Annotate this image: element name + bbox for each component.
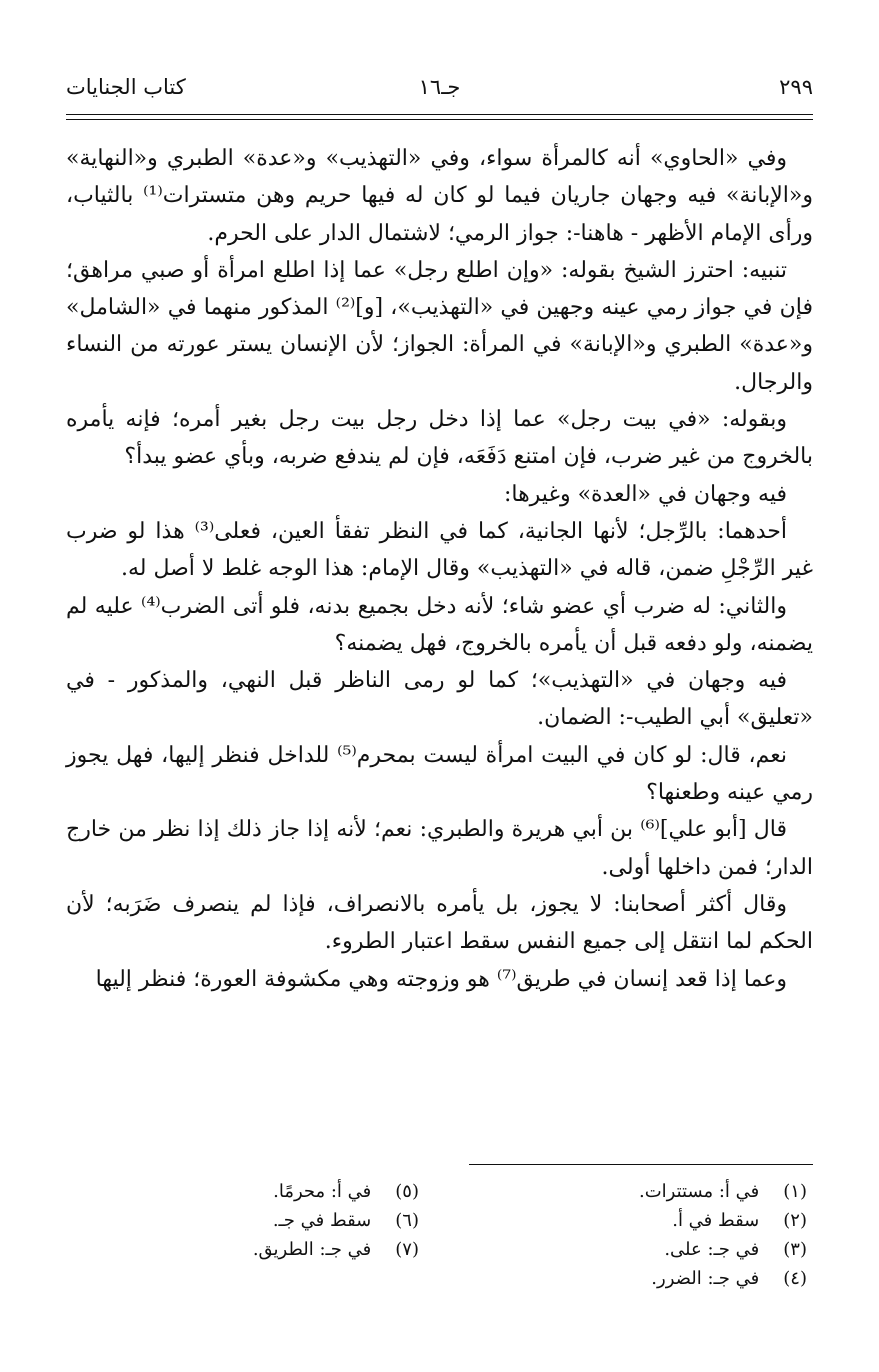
footnote-number: (٣): [783, 1239, 807, 1260]
main-text: [66, 140, 813, 998]
footnotes-column-right: [467, 1177, 807, 1293]
footnote-number: (٥): [395, 1181, 419, 1202]
footnote-text: في أ: محرمًا.: [273, 1181, 372, 1202]
paragraph: فيه وجهان في «العدة» وغيرها:: [503, 481, 787, 507]
footnote-number: (٦): [395, 1210, 419, 1231]
paragraph: قال [أبو علي]⁽⁶⁾ بن أبي هريرة والطبري: نعم؛ لأنه إذا جاز ذلك إذا نظر من خارج الدار؛ فمن داخلها أولى.: [66, 817, 813, 880]
footnote: [119, 1177, 419, 1206]
footnote-text: في جـ: على.: [664, 1239, 760, 1260]
footnote: [119, 1206, 419, 1235]
paragraph: فيه وجهان في «التهذيب»؛ كما لو رمى الناظر قبل النهي، والمذكور - في «تعليق» أبي الطيب-: الضمان.: [66, 668, 813, 731]
footnote: [467, 1206, 807, 1235]
footnote: [467, 1177, 807, 1206]
footnote-rule: [469, 1164, 813, 1165]
book-title: كتاب الجنايات: [66, 75, 186, 99]
paragraph: وعما إذا قعد إنسان في طريق⁽⁷⁾ هو وزوجته وهي مكشوفة العورة؛ فنظر إليها: [95, 966, 787, 992]
footnote-number: (٢): [783, 1210, 807, 1231]
footnote-text: سقط في جـ.: [272, 1210, 372, 1231]
paragraph: أحدهما: بالرِّجل؛ لأنها الجانية، كما في النظر تفقأ العين، فعلى⁽³⁾ هذا لو ضرب غير الرِّجْلِ ضمن، قاله في «التهذيب» وقال الإمام: هذا الوجه غلط لا أصل له.: [66, 518, 813, 582]
paragraph: تنبيه: احترز الشيخ بقوله: «وإن اطلع رجل» عما إذا اطلع امرأة أو صبي مراهق؛ فإن في جواز رمي عينه وجهين في «التهذيب»، [و]⁽²⁾ المذكور منهما في «الشامل» و«عدة» الطبري و«الإبانة» في المرأة: الجواز؛ لأن الإنسان يستر عورته من النساء والرجال.: [66, 257, 813, 395]
footnote: [467, 1264, 807, 1293]
footnote: [119, 1235, 419, 1264]
footnotes-column-left: [119, 1177, 419, 1264]
footnote-text: في أ: مستترات.: [638, 1181, 760, 1202]
volume-label: جـ١٦: [418, 75, 461, 99]
footnote-text: في جـ: الطريق.: [252, 1239, 372, 1260]
footnote-number: (١): [783, 1181, 807, 1202]
paragraph: وبقوله: «في بيت رجل» عما إذا دخل رجل بيت رجل بغير أمره؛ فإنه يأمره بالخروج من غير ضرب، فإن امتنع دَفَعَه، فإن لم يندفع ضربه، وبأي عضو يبدأ؟: [66, 407, 813, 470]
paragraph: والثاني: له ضرب أي عضو شاء؛ لأنه دخل بجميع بدنه، فلو أتى الضرب⁽⁴⁾ عليه لم يضمنه، ولو دفعه قبل أن يأمره بالخروج، فهل يضمنه؟: [66, 593, 813, 656]
footnote-number: (٧): [395, 1239, 419, 1260]
footnote-text: في جـ: الضرر.: [651, 1268, 760, 1289]
running-header: [66, 70, 813, 104]
header-rule-top: [66, 114, 813, 115]
footnote-number: (٤): [783, 1268, 807, 1289]
paragraph: نعم، قال: لو كان في البيت امرأة ليست بمحرم⁽⁵⁾ للداخل فنظر إليها، فهل يجوز رمي عينه وطعنها؟: [66, 742, 813, 806]
footnote-text: سقط في أ.: [672, 1210, 760, 1231]
page-number: ٢٩٩: [779, 75, 813, 99]
paragraph: وفي «الحاوي» أنه كالمرأة سواء، وفي «التهذيب» و«عدة» الطبري و«النهاية» و«الإبانة» فيه وجهان جاريان فيما لو كان له فيها حريم وهن متسترات⁽¹⁾ بالثياب، ورأى الإمام الأظهر - هاهنا-: جواز الرمي؛ لاشتمال الدار على الحرم.: [66, 146, 813, 246]
paragraph: وقال أكثر أصحابنا: لا يجوز، بل يأمره بالانصراف، فإذا لم ينصرف ضَرَبه؛ لأن الحكم لما انتقل إلى جميع النفس سقط اعتبار الطروء.: [66, 891, 813, 955]
footnote: [467, 1235, 807, 1264]
header-rule-bottom: [66, 119, 813, 120]
